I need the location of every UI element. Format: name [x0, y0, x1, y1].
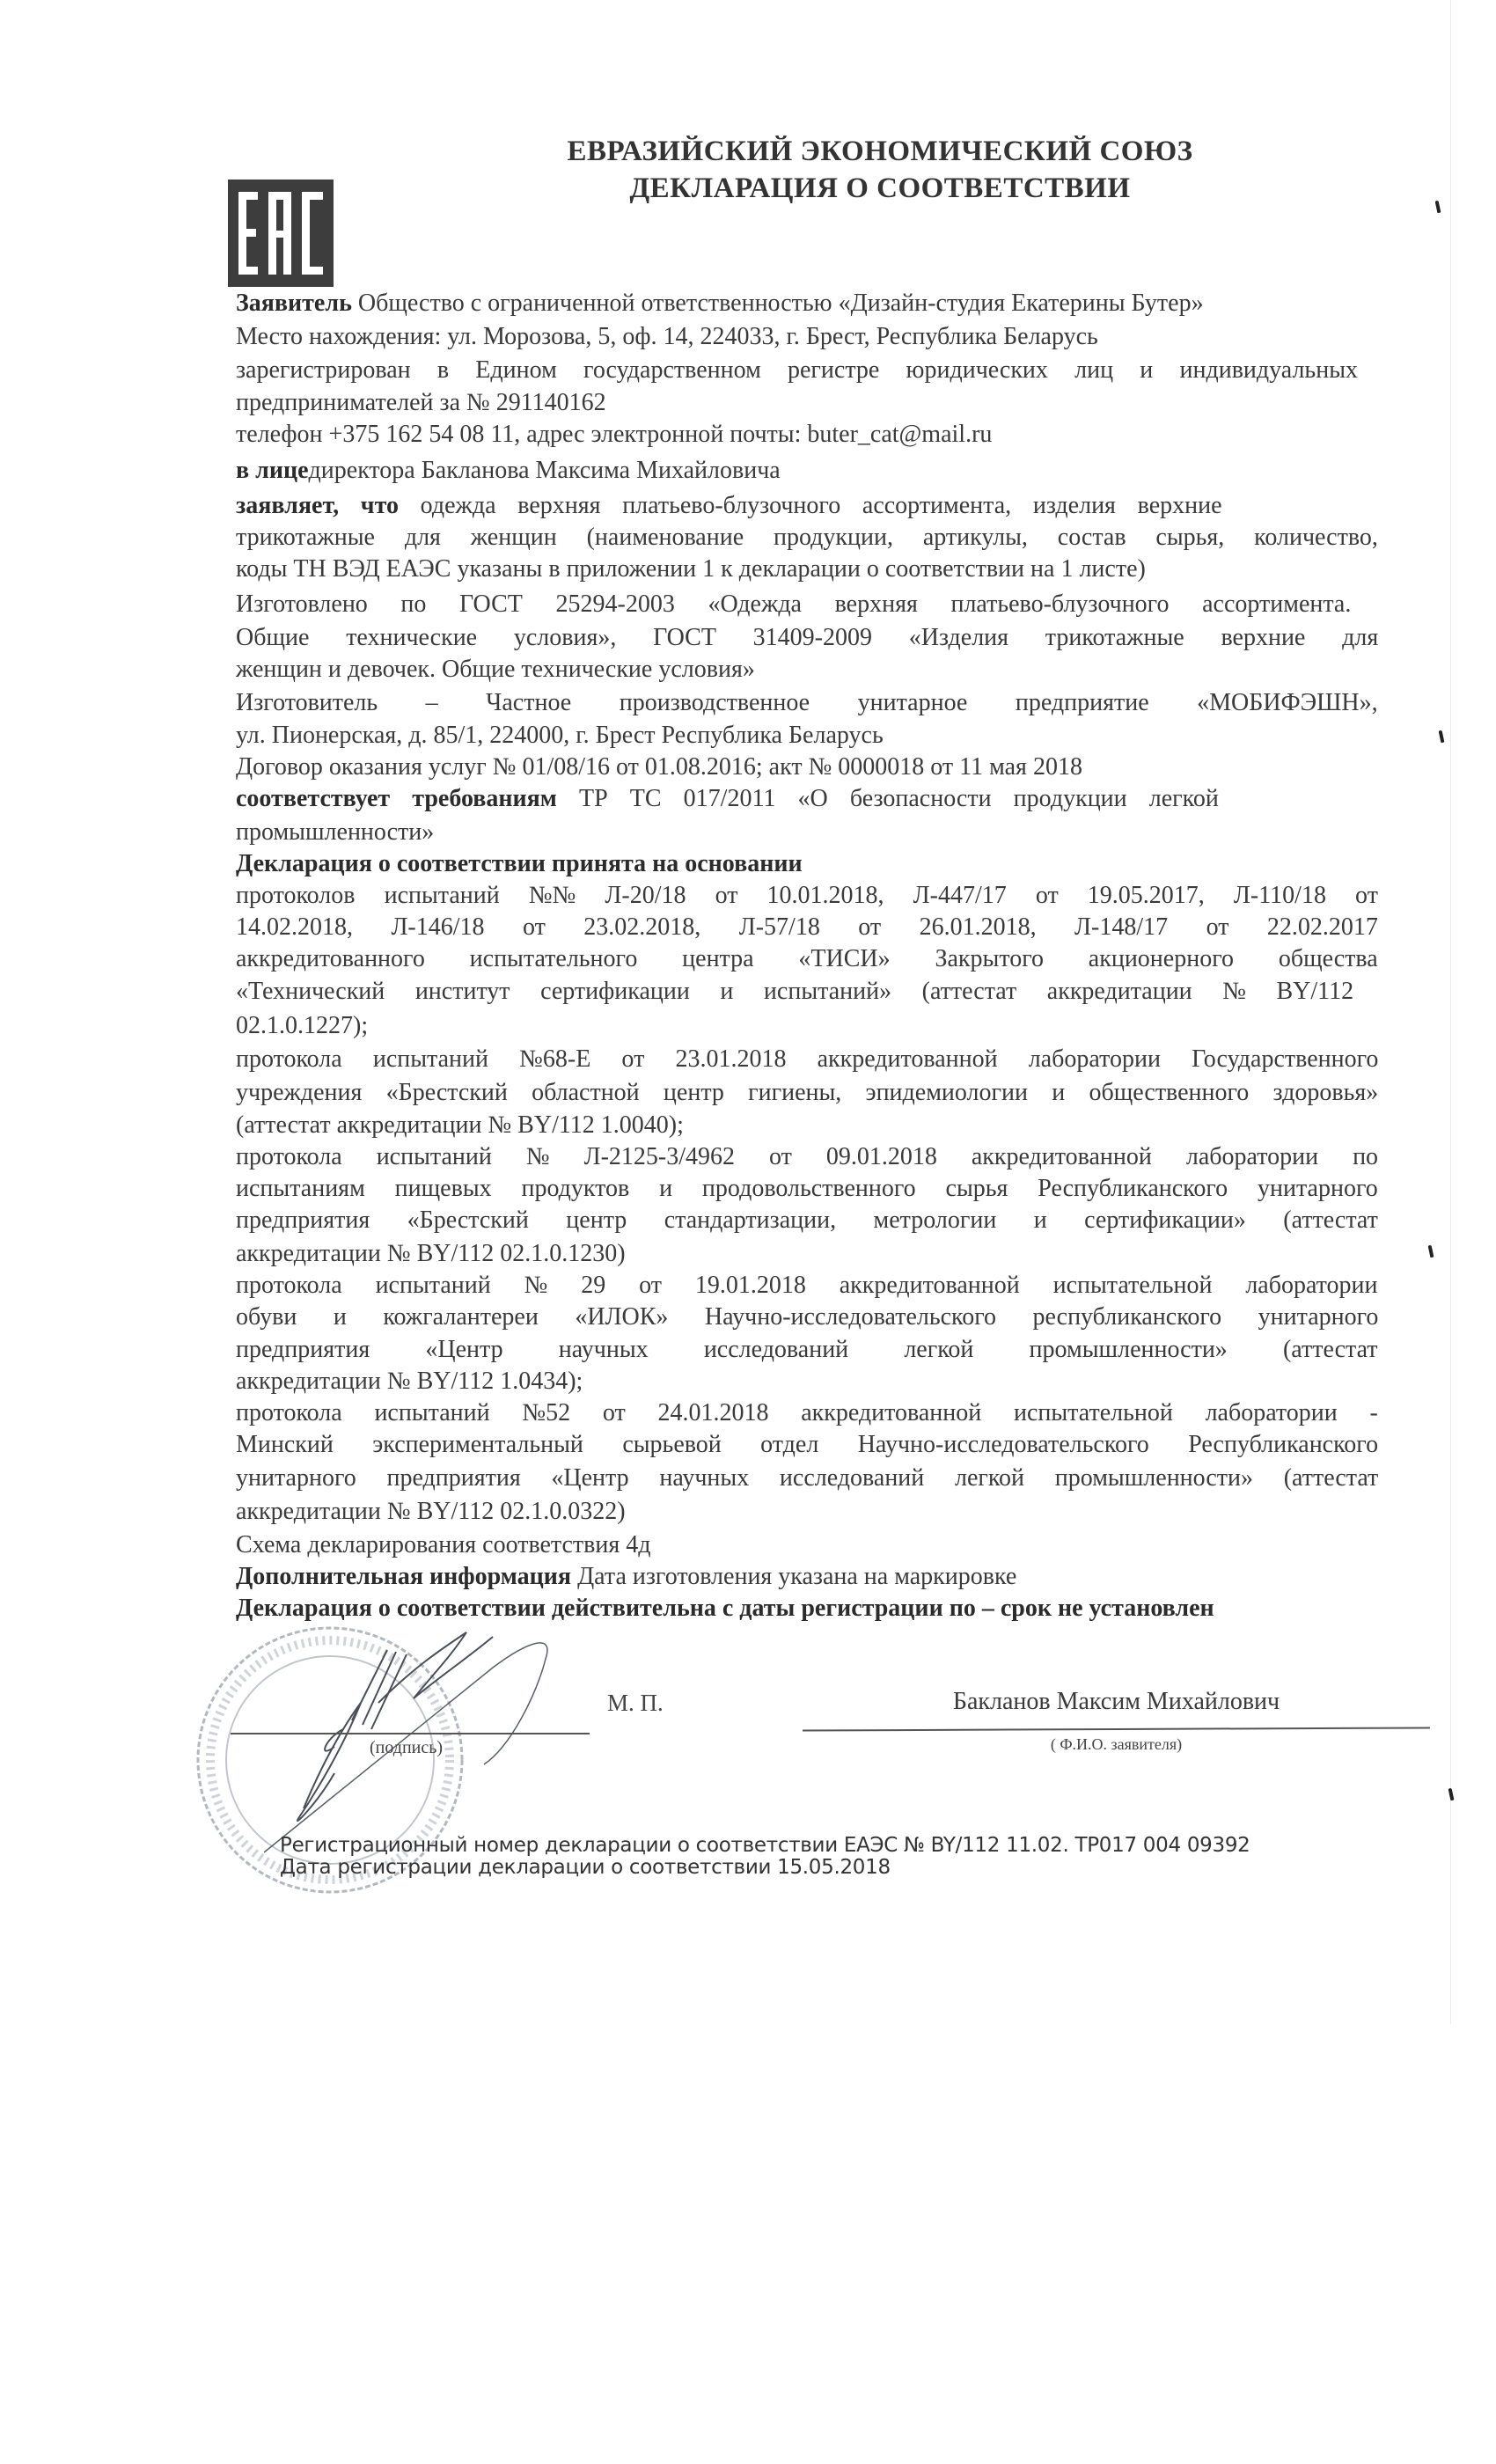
title-declaration: ДЕКЛАРАЦИЯ О СООТВЕТСТВИИ	[629, 172, 1131, 204]
basis-line: «Технический институт сертификации и испытаний» (аттестат аккредитации № BY/112	[236, 978, 1354, 1005]
declares-text: одежда верхняя платьево-блузочного ассортимента, изделия верхние	[398, 492, 1222, 519]
basis-line: протокола испытаний № 29 от 19.01.2018 аккредитованной испытательной лаборатории	[236, 1272, 1378, 1299]
scheme-line: Схема декларирования соответствия 4д	[236, 1531, 651, 1558]
name-caption: ( Ф.И.О. заявителя)	[1050, 1735, 1183, 1753]
complies-label: соответствует требованиям	[236, 785, 557, 812]
declares-line-2: трикотажные для женщин (наименование продукции, артикулы, состав сырья, количество,	[236, 524, 1378, 551]
basis-heading: Декларация о соответствии принята на основании	[236, 850, 803, 877]
basis-line: унитарного предприятия «Центр научных исследований легкой промышленности» (аттестат	[236, 1464, 1379, 1492]
basis-line: протокола испытаний №68-Е от 23.01.2018 аккредитованной лаборатории Государственного	[236, 1045, 1379, 1073]
applicant-address: Место нахождения: ул. Морозова, 5, оф. 14, 224033, г. Брест, Республика Беларусь	[236, 323, 1098, 350]
applicant-full-name: Бакланов Максим Михайлович	[952, 1688, 1280, 1715]
made-line-1: Изготовлено по ГОСТ 25294-2003 «Одежда верхняя платьево-блузочного ассортимента.	[236, 590, 1352, 618]
person-name: директора Бакланова Максима Михайловича	[308, 457, 781, 484]
scan-mark	[1439, 730, 1445, 744]
eac-logo	[228, 180, 334, 287]
additional-info-label: Дополнительная информация	[236, 1563, 572, 1590]
scan-mark	[1435, 201, 1441, 214]
made-line-2: Общие технические условия», ГОСТ 31409-2009 «Изделия трикотажные верхние для	[236, 624, 1379, 651]
basis-line: Минский экспериментальный сырьевой отдел Научно-исследовательского Республиканского	[236, 1431, 1379, 1458]
basis-line: предприятия «Центр научных исследований легкой промышленности» (аттестат	[236, 1336, 1378, 1363]
declares-line-1	[236, 491, 1378, 521]
additional-info-text: Дата изготовления указана на маркировке	[571, 1563, 1017, 1590]
stamp-place-label: М. П.	[607, 1690, 664, 1716]
contract-line: Договор оказания услуг № 01/08/16 от 01.08.2016; акт № 0000018 от 11 мая 2018	[236, 753, 1082, 781]
complies-line-2: промышленности»	[236, 818, 435, 846]
basis-line: (аттестат аккредитации № BY/112 1.0040);	[236, 1111, 684, 1139]
basis-line: аккредитации № BY/112 02.1.0.0322)	[236, 1498, 626, 1525]
basis-line: предприятия «Брестский центр стандартизации, метрологии и сертификации» (аттестат	[236, 1206, 1378, 1234]
registration-number: Регистрационный номер декларации о соответствии ЕАЭС № BY/112 11.02. ТР017 004 09392	[280, 1834, 1250, 1857]
basis-line: аккредитации № BY/112 1.0434);	[236, 1368, 583, 1395]
basis-line: испытаниям пищевых продуктов и продовольственного сырья Республиканского унитарного	[236, 1175, 1378, 1202]
name-line	[803, 1727, 1430, 1731]
additional-info-line	[236, 1562, 1378, 1592]
applicant-label: Заявитель	[236, 290, 352, 317]
applicant-contacts: телефон +375 162 54 08 11, адрес электронной почты: buter_cat@mail.ru	[236, 421, 993, 448]
declares-line-3: коды ТН ВЭД ЕАЭС указаны в приложении 1 к декларации о соответствии на 1 листе)	[236, 555, 1146, 583]
declares-label: заявляет, что	[236, 492, 399, 519]
basis-line: 14.02.2018, Л-146/18 от 23.02.2018, Л-57/18 от 26.01.2018, Л-148/17 от 22.02.2017	[236, 913, 1378, 941]
applicant-name: Общество с ограниченной ответственностью «Дизайн-студия Екатерины Бутер»	[351, 290, 1204, 317]
basis-line: обуви и кожгалантереи «ИЛОК» Научно-исследовательского республиканского унитарного	[236, 1303, 1379, 1331]
basis-line: учреждения «Брестский областной центр гигиены, эпидемиологии и общественного здоровья»	[236, 1079, 1379, 1106]
validity-line: Декларация о соответствии действительна с даты регистрации по – срок не установлен	[236, 1595, 1214, 1622]
basis-line: аккредитованного испытательного центра «ТИСИ» Закрытого акционерного общества	[236, 945, 1378, 972]
basis-line: 02.1.0.1227);	[236, 1012, 369, 1039]
manufacturer-line-1: Изготовитель – Частное производственное унитарное предприятие «МОБИФЭШН»,	[236, 689, 1378, 716]
applicant-registered-2: предпринимателей за № 291140162	[236, 389, 606, 416]
applicant-line	[236, 289, 1378, 319]
signature-caption: (подпись)	[370, 1738, 444, 1757]
complies-text: ТР ТС 017/2011 «О безопасности продукции легкой	[556, 785, 1219, 812]
scan-edge-line	[1450, 0, 1451, 2024]
signature-line	[231, 1733, 590, 1734]
registration-date: Дата регистрации декларации о соответствии 15.05.2018	[280, 1856, 891, 1879]
scan-mark	[1428, 1245, 1434, 1258]
eac-logo-icon	[228, 180, 334, 287]
scan-mark	[1448, 1788, 1455, 1801]
complies-line-1	[236, 784, 1378, 814]
basis-line: протокола испытаний № Л-2125-3/4962 от 09.01.2018 аккредитованной лаборатории по	[236, 1143, 1379, 1170]
basis-line: протоколов испытаний №№ Л-20/18 от 10.01.2018, Л-447/17 от 19.05.2017, Л-110/18 от	[236, 882, 1378, 909]
person-label: в лице	[236, 457, 309, 484]
basis-line: аккредитации № BY/112 02.1.0.1230)	[236, 1240, 626, 1267]
manufacturer-line-2: ул. Пионерская, д. 85/1, 224000, г. Брест Республика Беларусь	[236, 722, 884, 749]
title-union: ЕВРАЗИЙСКИЙ ЭКОНОМИЧЕСКИЙ СОЮЗ	[567, 136, 1193, 167]
applicant-registered-1: зарегистрирован в Едином государственном регистре юридических лиц и индивидуальных	[236, 356, 1359, 384]
basis-line: протокола испытаний №52 от 24.01.2018 аккредитованной испытательной лаборатории -	[236, 1399, 1378, 1426]
made-line-3: женщин и девочек. Общие технические условия»	[236, 656, 755, 683]
applicant-person	[236, 456, 1378, 486]
